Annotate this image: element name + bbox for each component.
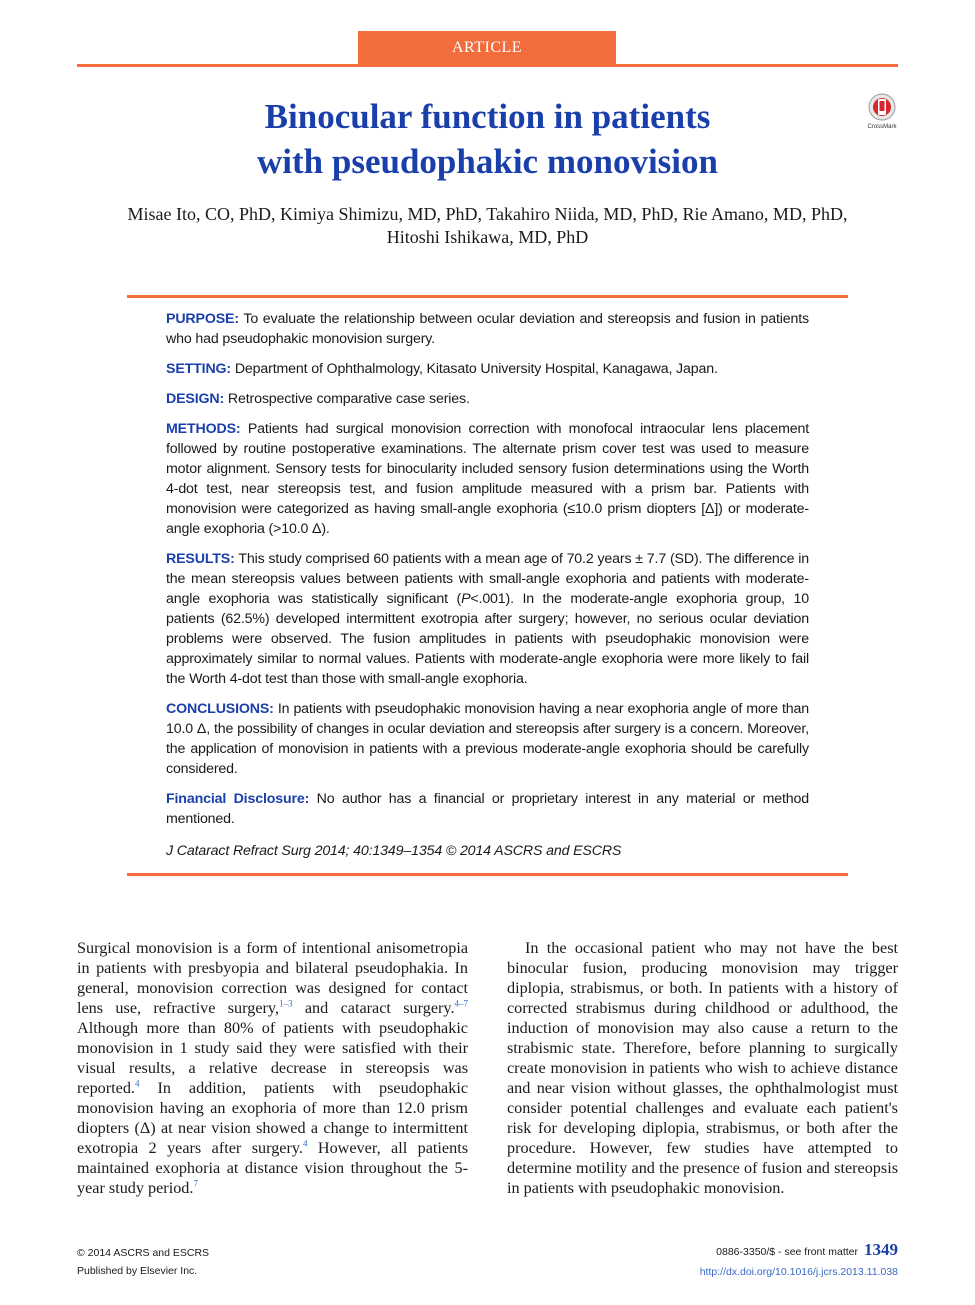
design-label: DESIGN: [166,391,225,407]
conclusions-label: CONCLUSIONS: [166,701,274,717]
journal-citation: J Cataract Refract Surg 2014; 40:1349–1354 © 2014 ASCRS and ESCRS [166,843,622,859]
disclosure-label: Financial Disclosure: [166,791,310,807]
intro-s4: In addition, patients with pseudophakic monovision having an exophoria of more than 12.0 prism diopters (Δ) at near vision showed a change to intermittent exotropia 2 years after surgery. [77,1079,468,1157]
design-text: Retrospective comparative case series. [227,391,470,407]
doi-link[interactable]: http://dx.doi.org/10.1016/j.jcrs.2013.11.038 [699,1266,898,1278]
body-column-left [77,938,468,1198]
title-line-2: with pseudophakic monovision [257,142,718,181]
purpose-label: PURPOSE: [166,311,239,327]
setting-text: Department of Ophthalmology, Kitasato University Hospital, Kanagawa, Japan. [234,361,718,377]
footer-issn-line [700,1240,898,1262]
title-line-1: Binocular function in patients [264,97,711,136]
disclosure-text: No author has a financial or proprietary interest in any material or method mentioned. [166,791,809,827]
reference-link[interactable]: 7 [193,1178,198,1189]
authors-line-1: Misae Ito, CO, PhD, Kimiya Shimizu, MD, PhD, Takahiro Niida, MD, PhD, Rie Amano, MD, PhD, [127,204,848,224]
abstract [166,309,809,871]
reference-link[interactable]: 1–3 [279,998,293,1009]
author-list [80,203,895,249]
abstract-bottom-rule [127,873,848,876]
results-label: RESULTS: [166,551,235,567]
intro-s5: However, all patients maintained exophoria at distance vision throughout the 5-year study period. [77,1139,468,1197]
footer-right [700,1240,898,1282]
intro-paragraph [77,938,468,1198]
abstract-purpose [166,309,809,349]
crossmark-icon[interactable] [862,92,902,132]
reference-link[interactable]: 4–7 [454,998,469,1009]
results-p-italic: P [461,591,471,607]
footer-left [77,1244,209,1280]
footer-issn: 0886-3350/$ - see front matter [716,1246,858,1258]
intro-s2: and cataract surgery. [292,999,455,1017]
abstract-methods [166,419,809,539]
intro-s3: Although more than 80% of patients with pseudophakic monovision in 1 study said they were satisfied with their visual results, a relative decrease in stereopsis was reported. [77,1019,468,1097]
purpose-text: To evaluate the relationship between ocular deviation and stereopsis and fusion in patients who had pseudophakic monovision surgery. [166,311,809,347]
results-text-a: This study comprised 60 patients with a mean age of 70.2 years ± 7.7 (SD). The difference in the mean stereopsis values between patients with small-angle exophoria and patients with moderate-angle exophoria was statistically significant ( [166,551,809,607]
footer-copyright: © 2014 ASCRS and ESCRS [77,1247,210,1259]
reference-link[interactable]: 4 [302,1138,308,1149]
authors-line-2: Hitoshi Ishikawa, MD, PhD [386,227,589,247]
methods-text: Patients had surgical monovision correction with monofocal intraocular lens placement followed by routine postoperative examinations. The alternate prism cover test was used to measure motor alignment. Sensory tests for binocularity included sensory fusion determinations using the Worth 4-dot test, near stereopsis test, and fusion amplitude measured with a prism bar. Patients with monovision were categorized as having small-angle exophoria (≤10.0 prism diopters [Δ]) or moderate-angle exophoria (>10.0 Δ). [166,421,810,537]
conclusions-text: In patients with pseudophakic monovision having a near exophoria angle of more than 10.0 Δ, the possibility of changes in ocular deviation and stereopsis after surgery is a concern. Moreover, the application of monovision in patients with a previous moderate-angle exophoria should be carefully considered. [166,701,810,777]
crossmark-label: CrossMark [867,124,897,130]
reference-link[interactable]: 4 [134,1078,140,1089]
setting-label: SETTING: [166,361,232,377]
abstract-top-rule [127,295,848,298]
results-text-b: <.001). In the moderate-angle exophoria group, 10 patients (62.5%) developed intermittent exotropia after surgery; however, no serious ocular deviation problems were observed. The fusion amplitudes in patients with pseudophakic monovision were approximately similar to normal values. Patients with moderate-angle exophoria were more likely to fail the Worth 4-dot test than those with small-angle exophoria. [166,591,809,687]
article-title [140,94,835,184]
header-rule [77,64,898,67]
abstract-design [166,389,809,409]
methods-label: METHODS: [166,421,241,437]
abstract-conclusions [166,699,809,779]
abstract-setting [166,359,809,379]
abstract-disclosure [166,789,809,829]
page-number: 1349 [864,1240,898,1259]
second-paragraph: In the occasional patient who may not have the best binocular fusion, producing monovision may trigger diplopia, strabismus, or both. In patients with a history of corrected strabismus during childhood or adulthood, the induction of monovision may also cause a return to the strabismic state. Therefore, before planning to surgically create monovision in patients who wish to achieve distance and near vision without glasses, the ophthalmologist must consider potential challenges and evaluate each patient's risk for developing diplopia, strabismus, or both after the procedure. However, few studies have attempted to determine motility and the presence of fusion and stereopsis in patients with pseudophakic monovision. [507,939,898,1197]
footer-publisher: Published by Elsevier Inc. [77,1265,198,1277]
section-label: ARTICLE [358,31,616,65]
abstract-results [166,549,809,689]
body-column-right [507,938,898,1198]
intro-s1: Surgical monovision is a form of intentional anisometropia in patients with presbyopia and bilateral pseudophakia. In general, monovision correction was designed for contact lens use, refractive surgery, [77,939,468,1017]
